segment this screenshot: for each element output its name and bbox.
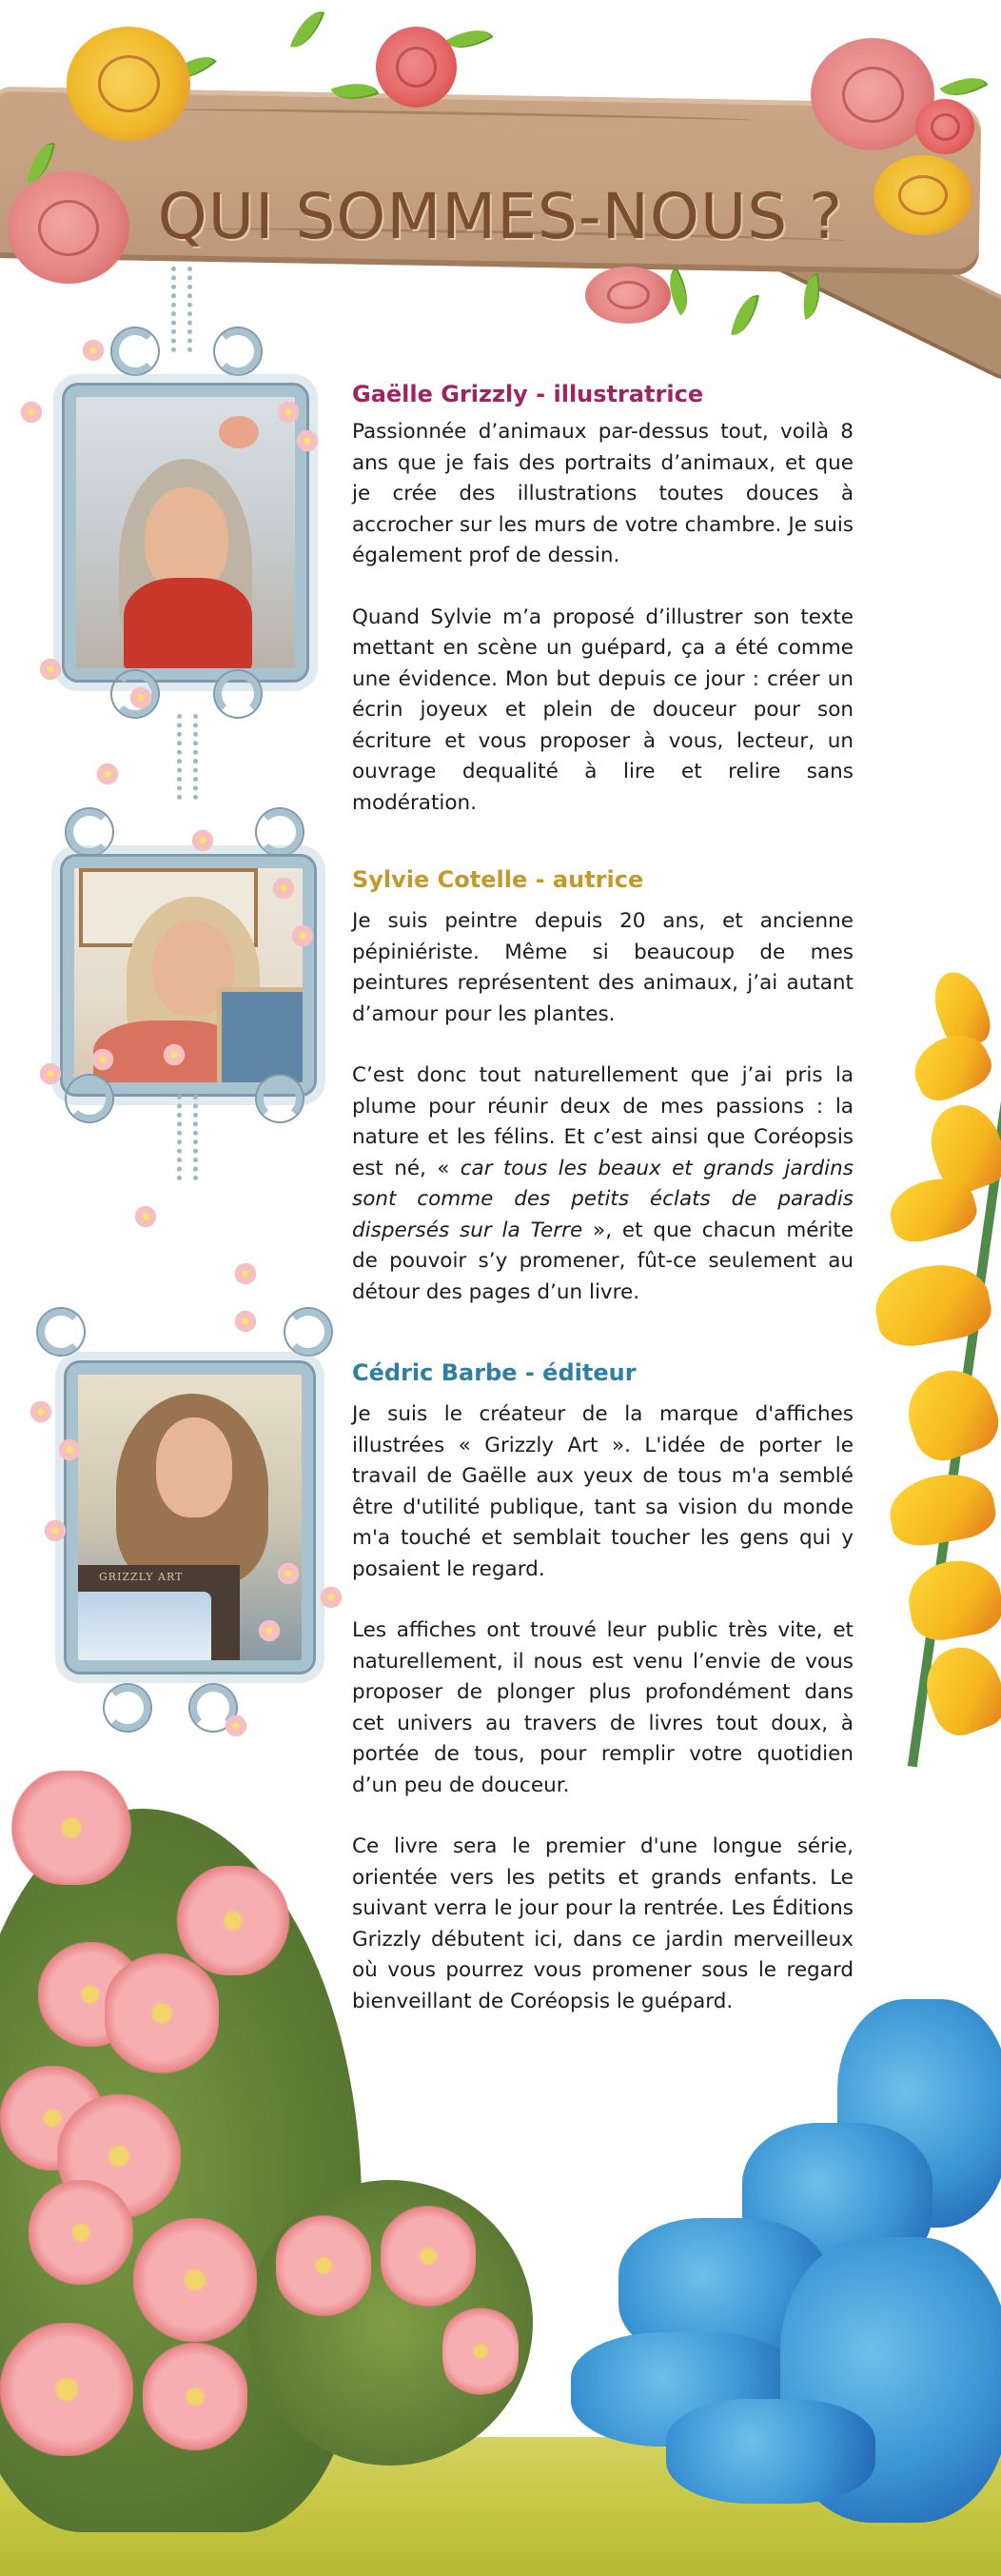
section-gaelle (352, 381, 854, 849)
section-sylvie (352, 866, 854, 1338)
blossom-icon (95, 762, 120, 786)
poster-board (78, 1565, 240, 1660)
pink-flower-icon (381, 2204, 476, 2308)
frame-ornament (105, 1685, 150, 1731)
paragraph: Passionnée d’animaux par-dessus tout, voilà 8 ans que je fais des portraits d’animaux, et que je crée des illustrations toutes douces à accrocher sur les murs de votre chambre. Je suis également prof de dessin. (352, 420, 854, 567)
blossom-icon (81, 338, 106, 363)
pink-flower-icon (0, 2323, 133, 2456)
blossom-icon (233, 1261, 258, 1286)
blossom-icon (319, 1585, 343, 1610)
frame-ornament (215, 671, 261, 717)
blossom-icon (90, 1047, 115, 1072)
heading-cedric: Cédric Barbe - éditeur (352, 1359, 637, 1386)
yellow-rose-icon (873, 155, 972, 235)
heading-gaelle: Gaëlle Grizzly - illustratrice (352, 381, 704, 407)
pink-flower-icon (105, 1952, 219, 2075)
blossom-icon (162, 1042, 186, 1067)
blossom-icon (233, 1309, 258, 1334)
pink-flower-icon (133, 2218, 257, 2342)
poster-label: GRIZZLY ART (99, 1571, 184, 1583)
yellow-bud-icon (896, 1358, 1001, 1468)
paragraph: Ce livre sera le premier d'une longue série, orientée vers les petits et grands enfants. Le suivant verra le jour pour la rentrée. Les Éditions Grizzly débutent ici, dans ce jardin merveilleux où vous pourrez vous promener sous le regard bienveillant de Coréopsis le guépard. (352, 1834, 854, 2013)
blossom-icon (43, 1518, 68, 1543)
blossom-icon (128, 685, 153, 710)
pink-flower-icon (276, 2213, 371, 2318)
blue-flower-icon (666, 2399, 875, 2504)
chain (177, 1095, 198, 1180)
portrait-photo-gaelle (65, 386, 306, 680)
pink-rose-icon (585, 267, 671, 324)
header-banner (0, 0, 1001, 362)
leaf-icon (290, 6, 324, 54)
paragraph-with-quote (352, 1060, 854, 1308)
blossom-icon (19, 400, 44, 425)
pink-flower-icon (442, 2304, 519, 2399)
blossom-icon (38, 657, 63, 682)
chain (177, 714, 198, 800)
yellow-rose-icon (67, 27, 190, 141)
heading-sylvie: Sylvie Cotelle - autrice (352, 866, 644, 893)
pink-rose-icon (8, 171, 129, 284)
yellow-bud-icon (903, 1554, 1001, 1645)
section-cedric (352, 1359, 854, 2048)
blossom-icon (133, 1204, 158, 1229)
red-rose-icon (915, 99, 974, 154)
blossom-icon (224, 1714, 248, 1738)
frame-ornament (285, 1309, 331, 1355)
paragraph: Je suis le créateur de la marque d'affiches illustrées « Grizzly Art ». L'idée de porter le travail de Gaëlle aux yeux de tous m'a semblé être d'utilité publique, tant sa vision du monde m'a touché et semblait toucher les gens qui y posaient le regard. (352, 1402, 854, 1581)
blossom-icon (257, 1618, 282, 1643)
blossom-icon (295, 428, 320, 453)
pink-flower-icon (143, 2342, 247, 2451)
blossom-icon (190, 828, 215, 853)
blossom-icon (276, 400, 301, 425)
pink-flower-icon (10, 1771, 133, 1885)
red-rose-icon (376, 27, 457, 108)
frame-ornament (38, 1309, 84, 1355)
paragraph: Quand Sylvie m’a proposé d’illustrer son texte mettant en scène un guépard, ça a été comme une évidence. Mon but depuis ce jour : créer un écrin joyeux et plein de douceur pour son écriture et vous proposer à vous, lecteur, un ouvrage dequalité à lire et relire sans modération. (352, 604, 854, 815)
frame-ornament (257, 809, 303, 855)
blossom-icon (271, 876, 296, 901)
frame-ornament (67, 1076, 112, 1121)
page-title: QUI SOMMES-NOUS ? (157, 180, 844, 254)
yellow-bud-icon (885, 1467, 999, 1551)
frame-ornament (257, 1076, 303, 1121)
quote-italic-text: car tous les beaux et grands jardins sont comme des petits éclats de paradis dispersés sur la Terre (352, 1156, 854, 1242)
blossom-icon (29, 1399, 53, 1424)
blossom-icon (290, 923, 315, 948)
frame-ornament (112, 328, 158, 374)
frame-ornament (215, 328, 261, 374)
frame-ornament (67, 809, 112, 855)
blossom-icon (57, 1437, 82, 1462)
poster-artwork (78, 1592, 211, 1660)
bird-icon (219, 416, 259, 448)
quote-tail-text: », et que chacun mérite de pouvoir s’y promener, fût-ce seulement au détour des pages d’un livre. (352, 1218, 854, 1304)
blossom-icon (38, 1061, 63, 1086)
framed-painting (217, 987, 312, 1094)
paragraph: Les affiches ont trouvé leur public très vite, et naturellement, il nous est venu l’envie de vous proposer de plonger plus profondément dans cet univers au travers de livres tout doux, à portée de tous, pour remplir votre quotidien d’un peu de douceur. (352, 1618, 854, 1797)
quote-lead-text: C’est donc tout naturellement que j’ai pris la plume pour réunir deux de mes passions : la nature et les félins. Et c’est ainsi que Coréopsis est né, « (352, 1063, 854, 1180)
paragraph: Je suis peintre depuis 20 ans, et ancienne pépiniériste. Même si beaucoup de mes peintures représentent des animaux, j’ai autant d’amour pour les plantes. (352, 909, 854, 1026)
chain (171, 267, 192, 352)
leaf-icon (731, 291, 759, 338)
pink-flower-icon (29, 2180, 133, 2285)
blossom-icon (276, 1561, 301, 1586)
